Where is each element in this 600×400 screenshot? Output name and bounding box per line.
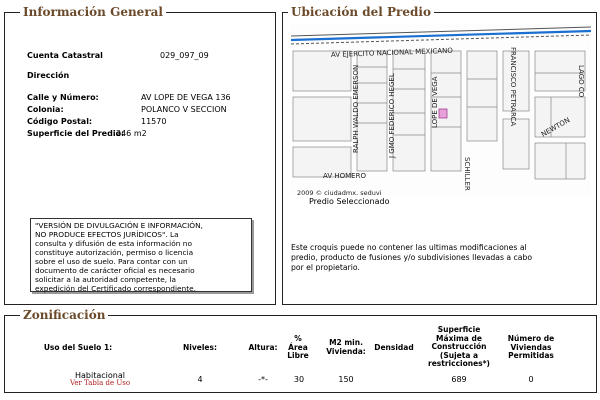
ubicacion-predio-title: Ubicación del Predio [288,5,434,19]
header-line: Permitidas [508,351,554,360]
num-viviendas-value: 0 [528,375,534,384]
map-copyright: 2009 © ciudadmx, seduvi [297,189,382,195]
street-label-lago: LAGO CO [577,65,585,98]
header-line: Viviendas [510,342,552,352]
croquis-note-line: predio, producto de fusiones y/o subdivisiones llevadas a cabo [291,253,533,262]
header-line: Superficie [437,325,481,334]
uso-suelo-value: Habitacional [75,371,125,380]
header-m2-min [321,339,371,356]
street-label-petrarca: FRANCISCO PETRARCA [509,47,517,127]
street-label-emerson: RALPH WALDO EMERSON [352,64,360,153]
croquis-note-line: Este croquis puede no contener las ultimas modificaciones al [291,243,527,252]
header-altura: Altura: [248,343,278,352]
disclaimer-line: consulta y difusión de esta información no [35,239,192,248]
ubicacion-predio-panel [282,12,597,305]
header-densidad: Densidad [374,343,414,352]
colonia-label: Colonia: [27,105,64,114]
ver-tabla-uso-link[interactable]: Ver Tabla de Uso [69,379,131,387]
calle-value: AV LOPE DE VEGA 136 [141,93,231,102]
location-map[interactable] [291,23,591,195]
area-libre-value: 30 [293,375,305,384]
informacion-general-title: Información General [20,5,166,19]
header-niveles: Niveles: [183,343,217,352]
disclaimer-line: "VERSIÓN DE DIVULGACIÓN E INFORMACIÓN, [35,221,203,230]
header-line: Número de [507,334,555,343]
disclaimer-line: solicitar a la autoridad competente, la [35,275,177,284]
cuenta-catastral-label: Cuenta Catastral [27,51,103,60]
selected-parcel[interactable] [439,109,447,118]
header-line: (Sujeta a [439,350,479,360]
direccion-label: Dirección [27,71,70,80]
street-label-hegel: J GMO FEDERICO HEGEL [388,73,396,158]
superficie-label: Superficie del Predio: [27,129,125,138]
header-line: restricciones*) [428,359,490,368]
codigo-postal-label: Código Postal: [27,117,93,126]
codigo-postal-value: 11570 [141,117,167,126]
header-area-libre [281,335,315,361]
street-label-newton: NEWTON [540,115,572,139]
header-line: Vivienda: [326,346,366,356]
header-line: Máxima de [436,333,482,343]
street-label-schiller: SCHILLER [463,157,471,191]
header-line: Libre [287,351,309,360]
disclaimer-line: documento de carácter oficial es necesario [35,266,195,275]
altura-value: -*- [258,375,268,384]
croquis-note [291,243,532,273]
header-line: Construcción [431,342,487,351]
disclaimer-line: constituye autorización, permiso o licencia [35,248,194,257]
disclaimer-line: NO PRODUCE EFECTOS JURÍDICOS". La [35,230,179,239]
m2-min-value: 150 [338,375,354,384]
predio-seleccionado-label: Predio Seleccionado [309,197,390,206]
header-uso-suelo: Uso del Suelo 1: [43,343,113,352]
cuenta-catastral-value: 029_097_09 [160,51,209,60]
street-label-lope: LOPE DE VEGA [431,76,439,128]
disclaimer-box [30,218,252,292]
header-line: % [294,334,302,343]
header-superficie [419,326,499,369]
header-line: Área [288,342,308,352]
disclaimer-line: sobre el uso de suelo. Para contar con un [35,257,188,266]
disclaimer-line: expedición del Certificado correspondiente. [35,284,197,293]
superficie-value-zon: 689 [451,375,467,384]
colonia-value: POLANCO V SECCION [141,105,227,114]
calle-label: Calle y Número: [27,93,99,102]
street-label-homero: AV HOMERO [323,172,366,180]
croquis-note-line: por el propietario. [291,263,360,272]
niveles-value: 4 [197,375,203,384]
zonificacion-title: Zonificación [20,308,108,322]
header-num-viviendas [501,335,561,361]
street-label-ejercito: AV EJERCITO NACIONAL MEXICANO [330,46,454,59]
header-line: M2 min. [329,338,363,347]
zonificacion-panel [4,315,597,393]
superficie-value: 246 m2 [116,129,147,138]
